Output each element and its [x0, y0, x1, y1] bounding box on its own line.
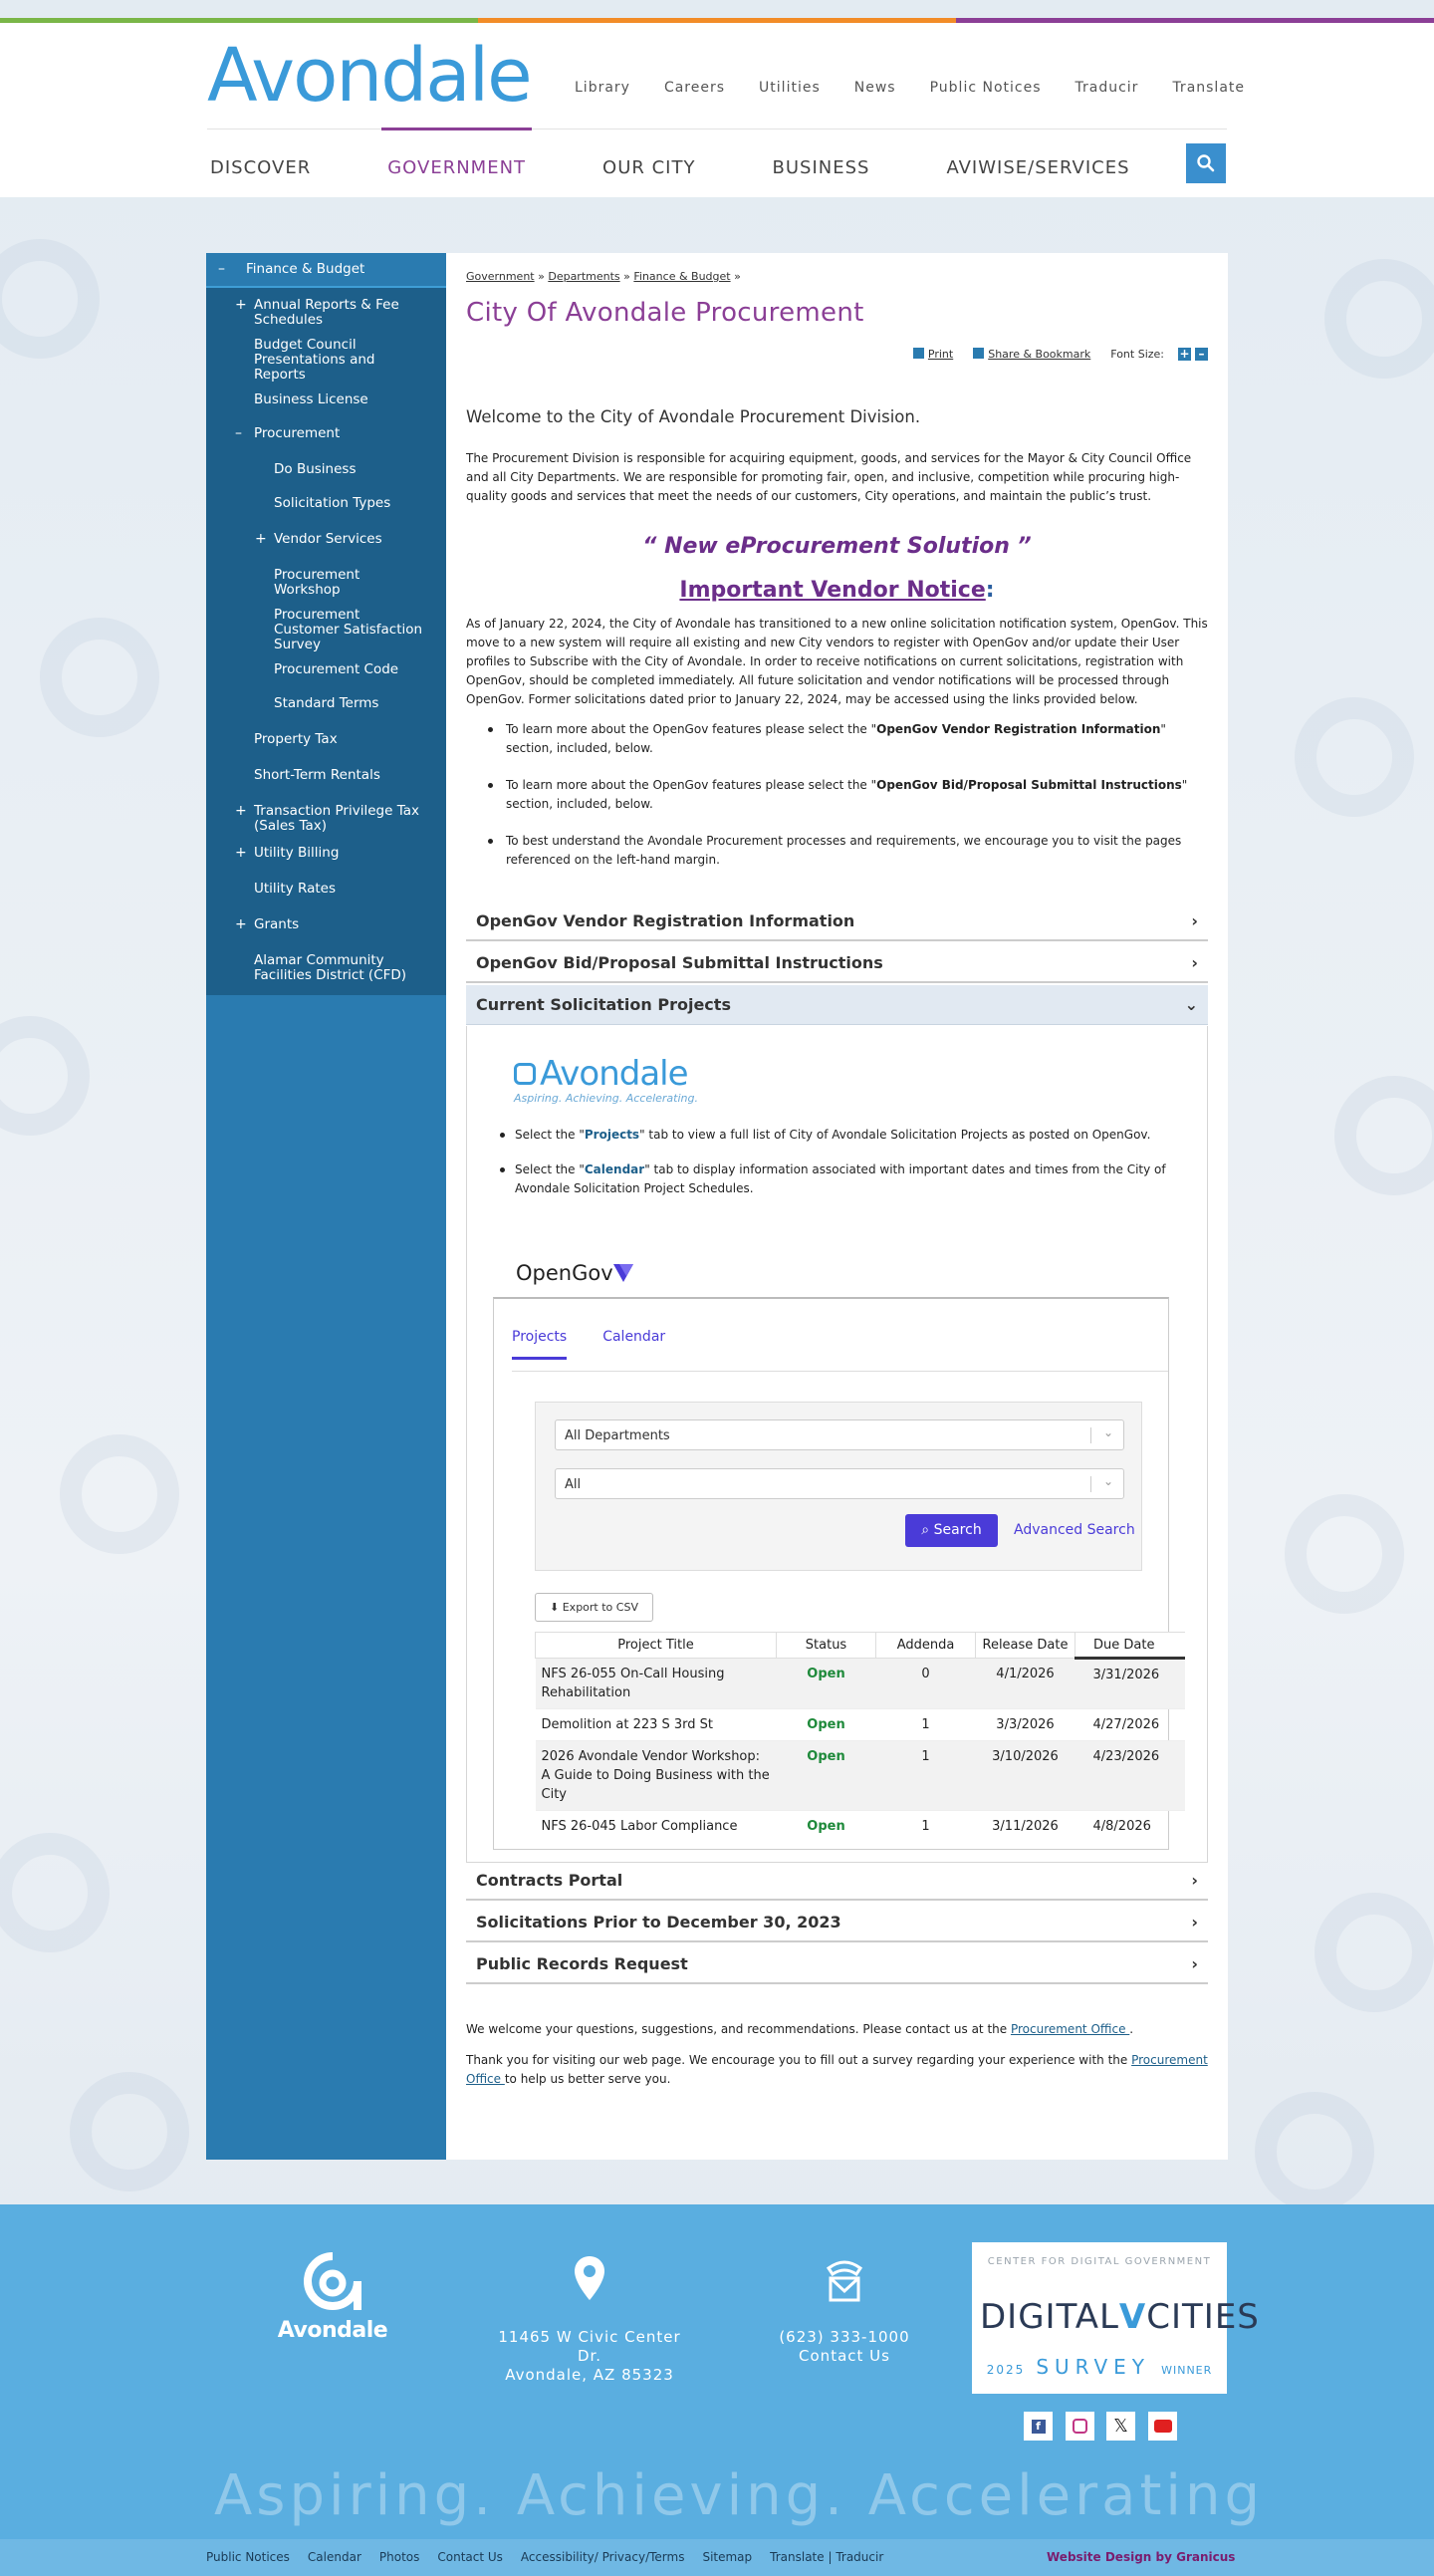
util-link-utilities[interactable]: Utilities [759, 80, 821, 96]
accordion-public-records[interactable]: Public Records Request › [466, 1944, 1208, 1984]
breadcrumb-sep: » [538, 270, 545, 283]
chevron-down-icon: ⌄ [1102, 1425, 1113, 1439]
check-mark-icon: V [1118, 2297, 1147, 2337]
site-footer [0, 2204, 1434, 2576]
sidebar-item[interactable] [206, 872, 446, 907]
tab-calendar[interactable]: Calendar [602, 1329, 666, 1345]
bullet-item: Select the "Calendar" tab to display information associated with important dates and times from the City of Avondale Solicitation Project Schedules. [495, 1160, 1172, 1198]
expand-icon[interactable]: + [235, 297, 247, 313]
sidebar-item[interactable] [206, 486, 446, 522]
bullet-item: To learn more about the OpenGov features please select the "OpenGov Bid/Proposal Submittal Instructions" section, included, below. [466, 776, 1208, 814]
sidebar-item[interactable] [206, 907, 446, 943]
sidebar-item-label: Property Tax [254, 731, 338, 747]
footer-link-translate[interactable]: Translate | Traducir [770, 2550, 884, 2564]
sidebar-item-label: Budget Council Presentations and Reports [254, 337, 375, 383]
notice-bullets [466, 720, 1208, 888]
bullet-item: To best understand the Avondale Procurement processes and requirements, we encourage you to visit the pages referenced on the left-hand margin. [466, 832, 1208, 870]
sidebar-item-label: Procurement Workshop [274, 567, 360, 598]
instagram-link[interactable] [1066, 2412, 1094, 2441]
cell-title: NFS 26-055 On-Call Housing Rehabilitation [536, 1659, 777, 1709]
sidebar-item[interactable] [206, 722, 446, 758]
search-submit-button[interactable]: ⌕ Search [905, 1514, 998, 1547]
eprocurement-heading: “ New eProcurement Solution ” [642, 534, 1032, 559]
breadcrumb-government[interactable]: Government [466, 270, 535, 283]
collapse-icon[interactable]: – [235, 425, 242, 441]
export-csv-button[interactable]: ⬇ Export to CSV [535, 1593, 653, 1622]
footer-bar [0, 2539, 1434, 2576]
sidebar-item-label: Business License [254, 391, 368, 407]
sidebar-item[interactable] [206, 522, 446, 558]
nav-aviwise-services[interactable]: AVIWISE/SERVICES [946, 157, 1130, 178]
footer-logo[interactable]: Avondale [275, 2252, 390, 2343]
tab-divider [512, 1371, 1168, 1372]
col-due-date[interactable]: Due Date [1076, 1633, 1186, 1659]
sidebar-item-label: Utility Billing [254, 845, 340, 861]
projects-link[interactable]: Projects [584, 1128, 640, 1142]
print-icon [913, 348, 924, 359]
sidebar-item[interactable] [206, 686, 446, 722]
sidebar-item-label: Procurement Customer Satisfaction Survey [274, 607, 423, 652]
cell-status: Open [777, 1811, 876, 1843]
opengov-logo: OpenGov [516, 1261, 633, 1285]
sidebar-item[interactable] [206, 416, 446, 452]
filter-box [535, 1402, 1142, 1571]
sidebar-item-label: Procurement [254, 425, 341, 441]
collapse-icon[interactable]: – [218, 261, 225, 277]
font-increase-button[interactable]: + [1179, 347, 1190, 361]
sidebar-item-label: Alamar Community Facilities District (CFD) [254, 952, 407, 983]
cell-due: 4/23/2026 [1076, 1741, 1186, 1811]
sidebar-item[interactable] [206, 452, 446, 486]
advanced-search-link[interactable]: Advanced Search [1014, 1522, 1135, 1538]
col-release-date[interactable]: Release Date [976, 1633, 1076, 1659]
cell-status: Open [777, 1709, 876, 1741]
sidebar-item-finance-budget[interactable] [206, 253, 446, 288]
vendor-notice-heading: Important Vendor Notice: [679, 578, 995, 603]
footer-link-photos[interactable]: Photos [378, 2550, 420, 2564]
intro-paragraph: The Procurement Division is responsible for acquiring equipment, goods, and services for the Mayor & City Council Office and all City Departments. We are responsible for promoting fair, open, and inclusive, competition while procuring high-quality goods and services that meet the needs of our customers, City operations, and maintain the public’s trust. [466, 451, 1192, 503]
col-project-title[interactable]: Project Title [536, 1633, 777, 1659]
opengov-mark-icon [613, 1264, 633, 1282]
opengov-tabs [512, 1321, 701, 1360]
accordion-bid-submittal[interactable]: OpenGov Bid/Proposal Submittal Instructions › [466, 943, 1208, 983]
solicitations-panel [466, 1026, 1208, 1863]
accordion-vendor-registration[interactable]: OpenGov Vendor Registration Information › [466, 902, 1208, 941]
sidebar-item-label: Solicitation Types [274, 495, 391, 511]
status-select[interactable]: All ⌄ [555, 1468, 1124, 1499]
share-link[interactable]: Share & Bookmark [973, 348, 1090, 361]
search-icon: ⌕ [921, 1522, 934, 1538]
cell-title: 2026 Avondale Vendor Workshop: A Guide to Doing Business with the City [536, 1741, 777, 1811]
table-row[interactable] [536, 1811, 1186, 1843]
expand-icon[interactable]: + [255, 531, 267, 547]
cell-title: NFS 26-045 Labor Compliance [536, 1811, 777, 1843]
download-icon: ⬇ [550, 1601, 563, 1614]
procurement-office-link[interactable]: Procurement Office [1010, 2022, 1130, 2036]
sidebar-item-label: Standard Terms [274, 695, 379, 711]
facebook-link[interactable] [1024, 2412, 1053, 2441]
cell-addenda: 1 [876, 1741, 976, 1811]
cell-addenda: 1 [876, 1709, 976, 1741]
expand-icon[interactable]: + [235, 845, 247, 861]
accordion-contracts-portal[interactable]: Contracts Portal › [466, 1861, 1208, 1901]
sidebar-item[interactable] [206, 836, 446, 872]
sidebar-item-label: Utility Rates [254, 881, 336, 897]
sidebar-item[interactable] [206, 758, 446, 794]
util-link-news[interactable]: News [853, 80, 896, 96]
contact-us-link[interactable]: Contact Us [799, 2347, 890, 2365]
sidebar-item[interactable] [206, 943, 446, 989]
sidebar-item[interactable] [206, 598, 446, 652]
share-icon [973, 348, 984, 359]
chevron-down-icon: ⌄ [1102, 1474, 1113, 1488]
youtube-icon [1154, 2420, 1172, 2433]
util-link-public-notices[interactable]: Public Notices [929, 80, 1042, 96]
col-addenda[interactable]: Addenda [876, 1633, 976, 1659]
font-size-label: Font Size: [1110, 348, 1164, 361]
sidebar-item[interactable] [206, 794, 446, 836]
col-status[interactable]: Status [777, 1633, 876, 1659]
facebook-icon: f [1032, 2420, 1046, 2434]
panel-bullets [495, 1126, 1172, 1214]
panel-logo: Avondale Aspiring. Achieving. Accelerating. [514, 1054, 698, 1105]
location-pin-icon [573, 2254, 606, 2302]
sidebar-item-label: Do Business [274, 461, 357, 477]
footer-link-sitemap[interactable]: Sitemap [702, 2550, 753, 2564]
cell-title: Demolition at 223 S 3rd St [536, 1709, 777, 1741]
calendar-link[interactable]: Calendar [584, 1162, 645, 1176]
util-link-library[interactable]: Library [575, 80, 630, 96]
breadcrumb-finance-budget[interactable]: Finance & Budget [633, 270, 731, 283]
page-tools [913, 348, 1208, 361]
department-select[interactable]: All Departments ⌄ [555, 1419, 1124, 1450]
sidebar-menu [206, 253, 446, 995]
footer-address[interactable]: 11465 W Civic Center Dr. Avondale, AZ 85323 [490, 2254, 689, 2385]
sidebar-item-label: Vendor Services [274, 531, 382, 547]
sidebar-item-label: Transaction Privilege Tax (Sales Tax) [254, 803, 419, 834]
sidebar-item[interactable] [206, 558, 446, 598]
granicus-credit[interactable]: Website Design by Granicus [1047, 2550, 1236, 2564]
chevron-right-icon: › [1191, 952, 1198, 972]
table-row[interactable] [536, 1659, 1186, 1709]
main-content [446, 253, 1228, 2160]
digital-cities-badge: CENTER FOR DIGITAL GOVERNMENT DIGITALVCITIES 2025 SURVEY WINNER [972, 2242, 1227, 2394]
youtube-link[interactable] [1148, 2412, 1177, 2441]
sidebar-item-label: Annual Reports & Fee Schedules [254, 297, 399, 328]
sidebar-item-label: Short-Term Rentals [254, 767, 380, 783]
sidebar-item-label: Finance & Budget [246, 261, 365, 277]
util-link-traducir[interactable]: Traducir [1075, 80, 1139, 96]
footer-link-accessibility[interactable]: Accessibility/ Privacy/Terms [520, 2550, 685, 2564]
accordion-current-solicitations[interactable]: Current Solicitation Projects ⌄ [466, 985, 1208, 1025]
instagram-icon [1073, 2419, 1087, 2434]
bullet-item: To learn more about the OpenGov features please select the "OpenGov Vendor Registration Information" section, included, below. [466, 720, 1208, 758]
sidebar-item-label: Procurement Code [274, 661, 399, 677]
expand-icon[interactable]: + [235, 803, 247, 819]
cell-release: 4/1/2026 [976, 1659, 1076, 1709]
site-logo[interactable]: Avondale [207, 33, 531, 119]
utility-nav [575, 80, 1245, 96]
footer-links [206, 2550, 901, 2564]
sidebar-list [206, 288, 446, 989]
table-row[interactable] [536, 1741, 1186, 1811]
nav-government[interactable]: GOVERNMENT [387, 157, 527, 178]
chevron-right-icon: › [1191, 1912, 1198, 1932]
nav-our-city[interactable]: OUR CITY [602, 157, 696, 178]
util-link-translate[interactable]: Translate [1172, 80, 1246, 96]
cell-due: 4/27/2026 [1076, 1709, 1186, 1741]
breadcrumb-departments[interactable]: Departments [548, 270, 620, 283]
table-row[interactable] [536, 1709, 1186, 1741]
footer-tagline: Aspiring. Achieving. Accelerating [214, 2463, 1265, 2528]
util-link-careers[interactable]: Careers [663, 80, 726, 96]
chevron-down-icon: ⌄ [1184, 995, 1198, 1014]
cell-release: 3/11/2026 [976, 1811, 1076, 1843]
procurement-office-survey-link[interactable]: Procurement Office [466, 2053, 1208, 2086]
x-link[interactable] [1106, 2412, 1135, 2441]
page-title: City Of Avondale Procurement [466, 298, 864, 328]
closing-paragraph-1: We welcome your questions, suggestions, and recommendations. Please contact us at the Procurement Office . [466, 2022, 1134, 2036]
breadcrumb [466, 270, 741, 283]
search-button[interactable] [1186, 143, 1226, 183]
sidebar-item[interactable] [206, 652, 446, 686]
sidebar-item-label: Grants [254, 916, 300, 932]
avondale-mark-icon [304, 2252, 361, 2314]
cell-addenda: 1 [876, 1811, 976, 1843]
notice-body: As of January 22, 2024, the City of Avondale has transitioned to a new online solicitation notification system, OpenGov. This move to a new system will require all existing and new City vendors to register with OpenGov and/or update their User profiles to Subscribe with the City of Avondale. In order to receive notifications on current solicitations, registration with OpenGov, should be completed immediately. All future solicitation and vendor notifications will be processed through OpenGov. Former solicitations dated prior to January 22, 2024, may be accessed using the links provided below. [466, 617, 1208, 706]
font-decrease-button[interactable]: – [1195, 348, 1208, 361]
projects-table [535, 1632, 1185, 1842]
breadcrumb-sep: » [734, 270, 741, 283]
search-icon [1196, 153, 1216, 173]
sidebar [206, 253, 446, 2160]
cell-status: Open [777, 1741, 876, 1811]
footer-link-contact-us[interactable]: Contact Us [437, 2550, 503, 2564]
closing-paragraph-2: Thank you for visiting our web page. We encourage you to fill out a survey regarding your experience with the Procurement Office to help us better serve you. [466, 2053, 1208, 2086]
chevron-right-icon: › [1191, 910, 1198, 930]
cell-status: Open [777, 1659, 876, 1709]
welcome-text: Welcome to the City of Avondale Procurement Division. [466, 407, 921, 426]
footer-link-public-notices[interactable]: Public Notices [206, 2550, 290, 2564]
cell-release: 3/3/2026 [976, 1709, 1076, 1741]
chevron-right-icon: › [1191, 1953, 1198, 1973]
bullet-item: Select the "Projects" tab to view a full list of City of Avondale Solicitation Projects as posted on OpenGov. [495, 1126, 1172, 1145]
tab-projects[interactable]: Projects [512, 1321, 567, 1360]
cell-addenda: 0 [876, 1659, 976, 1709]
nav-business[interactable]: BUSINESS [772, 157, 870, 178]
chevron-right-icon: › [1191, 1870, 1198, 1890]
cell-release: 3/10/2026 [976, 1741, 1076, 1811]
sidebar-item[interactable] [206, 328, 446, 383]
opengov-frame [493, 1297, 1169, 1850]
cell-due: 4/8/2026 [1076, 1811, 1186, 1843]
print-link[interactable]: Print [913, 348, 953, 361]
x-icon: 𝕏 [1113, 2416, 1128, 2437]
footer-contact[interactable]: (623) 333-1000 Contact Us [745, 2254, 944, 2366]
opengov-embed [493, 1252, 1185, 1850]
cell-due: 3/31/2026 [1076, 1659, 1186, 1709]
site-header [0, 23, 1434, 197]
breadcrumb-sep: » [623, 270, 630, 283]
expand-icon[interactable]: + [235, 916, 247, 932]
nav-discover[interactable]: DISCOVER [210, 157, 312, 178]
footer-link-calendar[interactable]: Calendar [307, 2550, 361, 2564]
sidebar-item[interactable] [206, 383, 446, 416]
phone-mail-icon [821, 2254, 868, 2308]
avondale-mark-icon [514, 1063, 536, 1085]
accordion-prior-solicitations[interactable]: Solicitations Prior to December 30, 2023 › [466, 1903, 1208, 1942]
sidebar-item[interactable] [206, 288, 446, 328]
main-nav [210, 157, 1207, 178]
